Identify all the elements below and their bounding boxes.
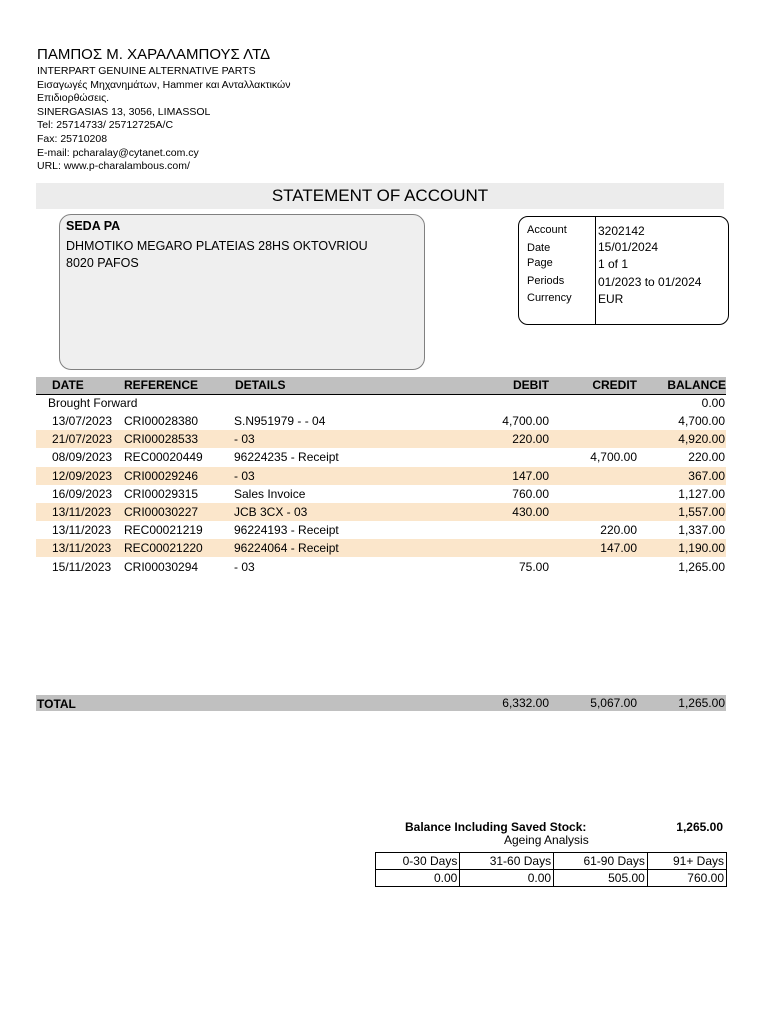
table-row bbox=[36, 448, 726, 466]
table-row bbox=[36, 430, 726, 448]
company-line: Fax: 25710208 bbox=[37, 132, 108, 145]
table-row bbox=[36, 503, 726, 521]
column-header-credit: CREDIT bbox=[592, 378, 637, 392]
cell-balance: 367.00 bbox=[688, 468, 725, 483]
cell-credit: 4,700.00 bbox=[590, 450, 637, 465]
total-label: TOTAL bbox=[37, 697, 76, 711]
date-label: Date bbox=[527, 242, 551, 254]
page-label: Page bbox=[527, 257, 553, 269]
periods-label: Periods bbox=[527, 275, 565, 287]
table-row bbox=[36, 485, 726, 503]
table-row bbox=[36, 467, 726, 485]
cell-debit: 430.00 bbox=[512, 505, 549, 519]
company-line: Tel: 25714733/ 25712725A/C bbox=[37, 119, 174, 132]
ageing-header-31-60: 31-60 Days bbox=[460, 853, 554, 870]
cell-reference: CRI00030227 bbox=[124, 505, 199, 519]
ageing-analysis-title: Ageing Analysis bbox=[504, 833, 589, 847]
page-number: 1 of 1 bbox=[598, 257, 629, 271]
account-box-divider bbox=[595, 217, 596, 324]
company-line: Επιδιορθώσεις. bbox=[37, 92, 110, 105]
ageing-value-61-90: 505.00 bbox=[554, 870, 648, 887]
cell-date: 13/11/2023 bbox=[52, 541, 112, 556]
cell-reference: REC00021219 bbox=[124, 523, 203, 538]
cell-date: 15/11/2023 bbox=[52, 559, 112, 574]
cell-credit: 147.00 bbox=[600, 541, 637, 556]
cell-balance: 1,337.00 bbox=[678, 523, 725, 538]
total-balance: 1,265.00 bbox=[678, 696, 725, 710]
table-row bbox=[36, 539, 726, 557]
cell-details: 96224064 - Receipt bbox=[234, 541, 339, 556]
company-url: URL: www.p-charalambous.com/ bbox=[37, 160, 190, 173]
currency-label: Currency bbox=[527, 292, 572, 304]
brought-forward-row bbox=[36, 394, 726, 412]
cell-date: 16/09/2023 bbox=[52, 486, 113, 501]
document-title: STATEMENT OF ACCOUNT bbox=[36, 183, 724, 209]
company-name: ΠΑΜΠΟΣ Μ. ΧΑΡΑΛΑΜΠΟΥΣ ΛΤΔ bbox=[37, 46, 271, 63]
cell-reference: CRI00029315 bbox=[124, 486, 199, 501]
cell-details: JCB 3CX - 03 bbox=[234, 505, 308, 519]
cell-balance: 4,920.00 bbox=[678, 432, 725, 447]
ageing-value-91-plus: 760.00 bbox=[647, 870, 726, 887]
cell-balance: 1,190.00 bbox=[678, 541, 725, 556]
column-header-debit: DEBIT bbox=[513, 378, 549, 392]
column-header-reference: REFERENCE bbox=[124, 378, 199, 392]
cell-balance: 220.00 bbox=[688, 450, 725, 465]
column-header-date: DATE bbox=[52, 378, 84, 392]
ageing-header-61-90: 61-90 Days bbox=[554, 853, 648, 870]
cell-balance: 1,265.00 bbox=[678, 559, 725, 574]
total-debit: 6,332.00 bbox=[502, 696, 549, 710]
currency-value: EUR bbox=[598, 292, 624, 306]
column-header-details: DETAILS bbox=[235, 378, 286, 392]
cell-details: Sales Invoice bbox=[234, 486, 306, 501]
periods-value: 01/2023 to 01/2024 bbox=[598, 275, 702, 289]
total-row bbox=[36, 695, 726, 711]
cell-reference: CRI00028533 bbox=[124, 432, 199, 447]
ageing-value-row bbox=[376, 870, 727, 887]
company-line: INTERPART GENUINE ALTERNATIVE PARTS bbox=[37, 65, 256, 77]
statement-date: 15/01/2024 bbox=[598, 240, 659, 254]
table-row bbox=[36, 521, 726, 539]
total-credit: 5,067.00 bbox=[590, 696, 637, 710]
cell-details: - 03 bbox=[234, 468, 255, 483]
cell-balance: 4,700.00 bbox=[678, 414, 725, 428]
cell-details: S.N951979 - - 04 bbox=[234, 414, 326, 428]
address-line: 8020 PAFOS bbox=[66, 256, 139, 270]
cell-date: 21/07/2023 bbox=[52, 432, 113, 447]
company-email: E-mail: pcharalay@cytanet.com.cy bbox=[37, 146, 199, 159]
cell-reference: REC00020449 bbox=[124, 450, 203, 465]
customer-name: SEDA PA bbox=[66, 219, 121, 233]
ageing-header-row bbox=[376, 853, 727, 870]
cell-reference: CRI00028380 bbox=[124, 414, 199, 428]
balance-including-stock-label: Balance Including Saved Stock: bbox=[405, 820, 587, 834]
cell-debit: 147.00 bbox=[512, 468, 549, 483]
cell-balance: 1,127.00 bbox=[678, 486, 725, 501]
cell-debit: 75.00 bbox=[518, 559, 549, 574]
account-label: Account bbox=[527, 224, 567, 236]
table-row bbox=[36, 558, 726, 576]
cell-date: 13/07/2023 bbox=[52, 414, 113, 428]
cell-date: 13/11/2023 bbox=[52, 505, 112, 519]
cell-details: - 03 bbox=[234, 432, 255, 447]
ageing-header-91-plus: 91+ Days bbox=[647, 853, 726, 870]
cell-details: 96224193 - Receipt bbox=[234, 523, 339, 538]
cell-date: 13/11/2023 bbox=[52, 523, 112, 538]
cell-reference: CRI00029246 bbox=[124, 468, 199, 483]
cell-details: - 03 bbox=[234, 559, 255, 574]
company-details bbox=[37, 65, 291, 174]
account-number: 3202142 bbox=[598, 224, 645, 238]
ageing-header-0-30: 0-30 Days bbox=[376, 853, 460, 870]
cell-debit: 4,700.00 bbox=[502, 414, 549, 428]
balance-including-stock-value: 1,265.00 bbox=[676, 820, 723, 834]
brought-forward-label: Brought Forward bbox=[48, 396, 138, 410]
ageing-value-31-60: 0.00 bbox=[460, 870, 554, 887]
cell-reference: CRI00030294 bbox=[124, 559, 199, 574]
cell-credit: 220.00 bbox=[600, 523, 637, 538]
cell-details: 96224235 - Receipt bbox=[234, 450, 339, 465]
customer-address bbox=[66, 238, 368, 272]
company-line: SINERGASIAS 13, 3056, LIMASSOL bbox=[37, 105, 211, 118]
company-line: Εισαγωγές Μηχανημάτων, Hammer και Ανταλλακτικών bbox=[37, 78, 291, 91]
cell-debit: 760.00 bbox=[512, 486, 549, 501]
address-line: DHMOTIKO MEGARO PLATEIAS 28HS OKTOVRIOU bbox=[66, 239, 368, 253]
ageing-analysis-table bbox=[375, 852, 727, 887]
column-header-balance: BALANCE bbox=[667, 378, 726, 392]
cell-reference: REC00021220 bbox=[124, 541, 203, 556]
ageing-value-0-30: 0.00 bbox=[376, 870, 460, 887]
cell-date: 08/09/2023 bbox=[52, 450, 113, 465]
brought-forward-balance: 0.00 bbox=[701, 396, 725, 410]
cell-balance: 1,557.00 bbox=[678, 505, 725, 519]
cell-date: 12/09/2023 bbox=[52, 468, 113, 483]
cell-debit: 220.00 bbox=[512, 432, 549, 447]
table-row bbox=[36, 412, 726, 430]
